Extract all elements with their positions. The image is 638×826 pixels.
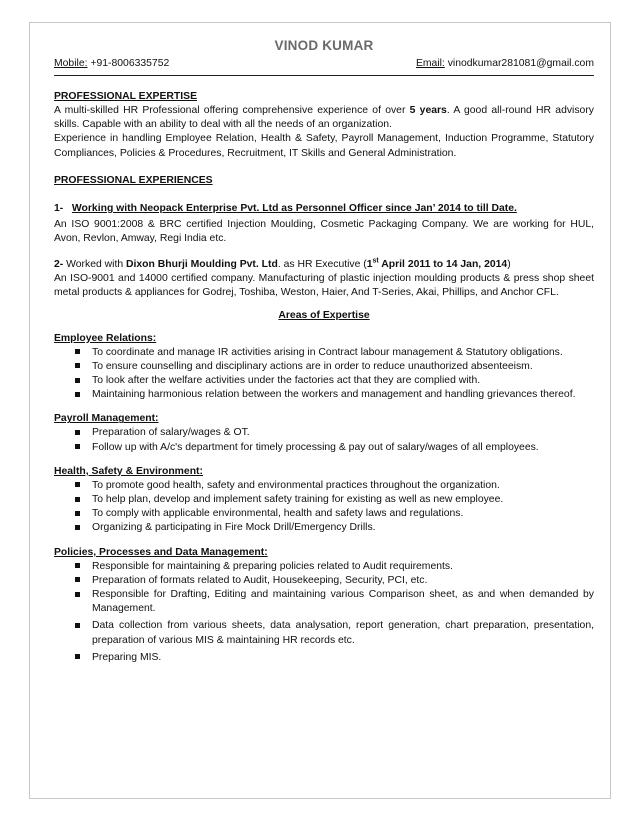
list-item: To comply with applicable environmental, health and safety laws and regulations.	[54, 507, 594, 521]
bullet-icon	[75, 525, 80, 530]
bullet-icon	[75, 592, 80, 597]
bullet-icon	[75, 577, 80, 582]
expertise-areas: Experience in handling Employee Relation, Health & Safety, Payroll Management, Induction Programme, Statutory Compliances, Policies & Procedures, Recruitment, IT Skills and General Administration.	[54, 133, 594, 159]
bullet-icon	[75, 497, 80, 502]
job-2-title: 2- Worked with Dixon Bhurji Moulding Pvt. Ltd. as HR Executive (1st April 2011 to 14 Jan, 2014)	[54, 257, 511, 271]
bullet-icon	[75, 563, 80, 568]
areas-title: Areas of Expertise	[278, 309, 370, 321]
group-heading-payroll: Payroll Management:	[54, 413, 159, 425]
email-label: Email:	[415, 58, 445, 69]
employee-relations-list	[54, 346, 594, 403]
list-item: Responsible for Drafting, Editing and maintaining various Comparison sheet, as and when demanded by Management.	[54, 588, 594, 616]
bullet-icon	[75, 392, 80, 397]
list-item: Preparation of salary/wages & OT.	[54, 426, 594, 440]
bullet-icon	[75, 511, 80, 516]
list-item: Preparation of formats related to Audit, Housekeeping, Security, PCI, etc.	[54, 574, 594, 588]
list-item: Follow up with A/c's department for timely processing & pay out of salary/wages of all employees.	[54, 441, 594, 455]
list-item: Preparing MIS.	[54, 651, 594, 665]
email	[416, 57, 594, 71]
bullet-icon	[75, 378, 80, 383]
list-item: To look after the welfare activities under the factories act that they are complied with.	[54, 374, 594, 388]
contact-line	[54, 57, 594, 71]
job-2-description: An ISO-9001 and 14000 certified company. Manufacturing of plastic injection moulding products & press shop sheet metal products & appliances for Godrej, Toshiba, Weston, Haier, And T-Series, Akai, Phillips, and Anchor CFL.	[54, 273, 594, 299]
group-heading-health-safety: Health, Safety & Environment:	[54, 465, 203, 477]
expertise-heading: PROFESSIONAL EXPERTISE	[54, 91, 197, 102]
email-value[interactable]: vinodkumar281081@gmail.com	[447, 58, 594, 69]
bullet-icon	[75, 430, 80, 435]
list-item: Data collection from various sheets, data analysation, report generation, chart preparation, presentation, preparation of various MIS & maintaining HR records etc.	[54, 619, 594, 647]
mobile-value: +91-8006335752	[90, 58, 170, 69]
list-item: To promote good health, safety and environmental practices throughout the organization.	[54, 479, 594, 493]
policies-list	[54, 560, 594, 665]
mobile	[54, 57, 169, 71]
health-safety-list	[54, 479, 594, 536]
bullet-icon	[75, 363, 80, 368]
candidate-name: VINOD KUMAR	[274, 38, 374, 53]
payroll-list	[54, 426, 594, 454]
bullet-icon	[75, 349, 80, 354]
list-item: Responsible for maintaining & preparing policies related to Audit requirements.	[54, 560, 594, 574]
list-item: Maintaining harmonious relation between the workers and management and handling grievances thereof.	[54, 388, 594, 402]
list-item: To coordinate and manage IR activities arising in Contract labour management & Statutory obligations.	[54, 346, 594, 360]
bullet-icon	[75, 654, 80, 659]
group-heading-policies: Policies, Processes and Data Management:	[54, 546, 268, 558]
group-heading-employee-relations: Employee Relations:	[54, 332, 157, 344]
header-rule	[54, 75, 594, 76]
mobile-label: Mobile:	[54, 58, 88, 69]
resume-content	[54, 38, 594, 665]
list-item: To ensure counselling and disciplinary actions are in order to reduce unauthorized absenteeism.	[54, 360, 594, 374]
job-1-title: 1- Working with Neopack Enterprise Pvt. Ltd as Personnel Officer since Jan’ 2014 to till Date.	[54, 202, 517, 214]
bullet-icon	[75, 623, 80, 628]
bullet-icon	[75, 482, 80, 487]
experiences-heading: PROFESSIONAL EXPERIENCES	[54, 174, 213, 186]
list-item: To help plan, develop and implement safety training for existing as well as new employee.	[54, 493, 594, 507]
job-1-description: An ISO 9001:2008 & BRC certified Injection Moulding, Cosmetic Packaging Company. We are working for HUL, Avon, Revlon, Amway, Regi India etc.	[54, 218, 594, 245]
bullet-icon	[75, 444, 80, 449]
list-item: Organizing & participating in Fire Mock Drill/Emergency Drills.	[54, 521, 594, 535]
expertise-summary: A multi-skilled HR Professional offering comprehensive experience of over 5 years. A good all-round HR advisory skills. Capable with an ability to deal with all the needs of an organization.	[54, 105, 594, 131]
